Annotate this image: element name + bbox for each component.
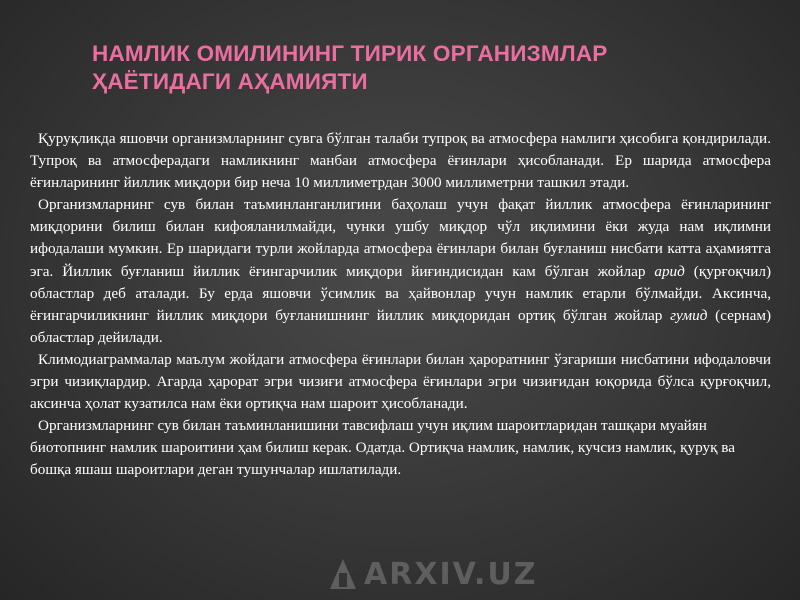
paragraph-2-part-a: Организмларнинг сув билан таъминланганлигини баҳолаш учун фақат йиллик атмосфера ёғинларининг миқдорини билиш билан кифояланилмайди, чунки ушбу миқдор чўл иқлимини ёки жуда нам иқлимни ифодалаши мумкин. Ер шаридаги турли жойларда атмосфера ёғинлари билан буғланиш нисбати катта аҳамиятга эга. Йиллик буғланиш йиллик ёғингарчилик миқдори йиғиндисидан кам бўлган жойлар bbox=[30, 196, 771, 280]
paragraph-2-part-c: (сернам) областлар дейилади. bbox=[30, 306, 771, 346]
paragraph-3: Климодиаграммалар маълум жойдаги атмосфера ёғинлари билан ҳароратнинг ўзгариши нисбатини ифодаловчи эгри чизиқлардир. Агарда ҳарорат эгри чизиғи атмосфера ёғинлари эгри чизиғидан юқорида бўлса қурғоқчил, аксинча ҳолат кузатилса нам ёки ортиқча нам шароит ҳисобланади. bbox=[30, 350, 771, 413]
watermark-text: ARXIV.UZ bbox=[364, 556, 538, 592]
paragraph-4: Организмларнинг сув билан таъминланишини тавсифлаш учун иқлим шароитларидан ташқари муайян биотопнинг намлик шароитини ҳам билиш керак. Одатда. Ортиқча намлик, намлик, кучсиз намлик, қуруқ ва бошқа яшаш шароитлари деган тушунчалар ишлатилади. bbox=[30, 417, 735, 479]
arxiv-logo-icon bbox=[330, 559, 356, 589]
paragraph-2 bbox=[30, 194, 771, 349]
slide-title-line-2: ҲАЁТИДАГИ АҲАМИЯТИ bbox=[92, 69, 368, 94]
paragraph-2-part-b: (қурғоқчил) областлар деб аталади. Бу ерда яшовчи ўсимлик ва ҳайвонлар учун намлик етарли бўлмайди. Аксинча, ёғингарчиликнинг йиллик миқдори буғланишнинг йиллик миқдоридан ортиқ бўлган жойлар bbox=[30, 262, 771, 324]
term-humid: гумид bbox=[670, 306, 708, 324]
slide-title bbox=[92, 40, 752, 96]
term-arid: арид bbox=[654, 262, 685, 280]
watermark bbox=[330, 552, 537, 596]
slide-body bbox=[30, 128, 771, 482]
paragraph-1: Қуруқликда яшовчи организмларнинг сувга бўлган талаби тупроқ ва атмосфера намлиги ҳисобига қондирилади. Тупроқ ва атмосферадаги намликнинг манбаи атмосфера ёғинлари ҳисобланади. Ер шарида атмосфера ёғинларининг йиллик миқдори бир неча 10 миллиметрдан 3000 миллиметрни ташкил этади. bbox=[30, 130, 771, 192]
slide-title-line-1: НАМЛИК ОМИЛИНИНГ ТИРИК ОРГАНИЗМЛАР bbox=[92, 41, 608, 66]
